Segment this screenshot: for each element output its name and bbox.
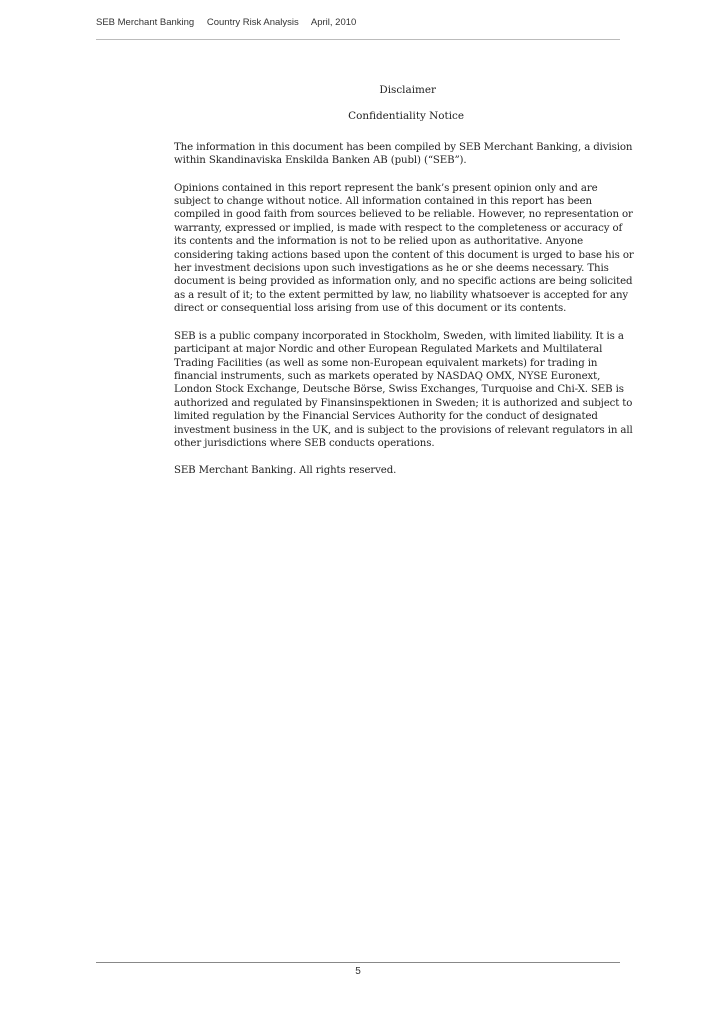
page-title: Disclaimer xyxy=(379,84,436,96)
paragraph-opinions: Opinions contained in this report represent the bank’s present opinion only and are subject to change without notice. All information contained in this report has been compiled in good faith from sources believed to be reliable. However, no representation or warranty, expressed or implied, is made with respect to the completeness or accuracy of its contents and the information is not to be relied upon as authoritative. Anyone considering taking actions based upon the content of this document is urged to base his or her investment decisions upon such investigations as he or she deems necessary. This document is being provided as information only, and no specific actions are being solicited as a result of it; to the extent permitted by law, no liability whatsoever is accepted for any direct or consequential loss arising from use of this document or its contents. xyxy=(174,182,634,315)
running-header xyxy=(96,17,366,28)
disclaimer-section xyxy=(174,84,636,492)
header-date: April, 2010 xyxy=(310,17,357,28)
header-report-title: Country Risk Analysis xyxy=(206,17,299,28)
header-org: SEB Merchant Banking xyxy=(96,17,195,28)
page-number: 5 xyxy=(355,966,361,977)
paragraph-rights: SEB Merchant Banking. All rights reserved. xyxy=(174,465,397,477)
paragraph-company: SEB is a public company incorporated in Stockholm, Sweden, with limited liability. It is a participant at major Nordic and other European Regulated Markets and Multilateral Trading Facilities (as well as some non-European equivalent markets) for trading in financial instruments, such as markets operated by NASDAQ OMX, NYSE Euronext, London Stock Exchange, Deutsche Börse, Swiss Exchanges, Turquoise and Chi-X. SEB is authorized and regulated by Finansinspektionen in Sweden; it is authorized and subject to limited regulation by the Financial Services Authority for the conduct of designated investment business in the UK, and is subject to the provisions of relevant regulators in all other jurisdictions where SEB conducts operations. xyxy=(174,330,633,449)
footer-divider xyxy=(96,962,620,963)
header-divider xyxy=(96,39,620,40)
section-subtitle: Confidentiality Notice xyxy=(348,110,464,123)
paragraph-intro: The information in this document has been compiled by SEB Merchant Banking, a division within Skandinaviska Enskilda Banken AB (publ) (“SEB”). xyxy=(174,141,633,167)
